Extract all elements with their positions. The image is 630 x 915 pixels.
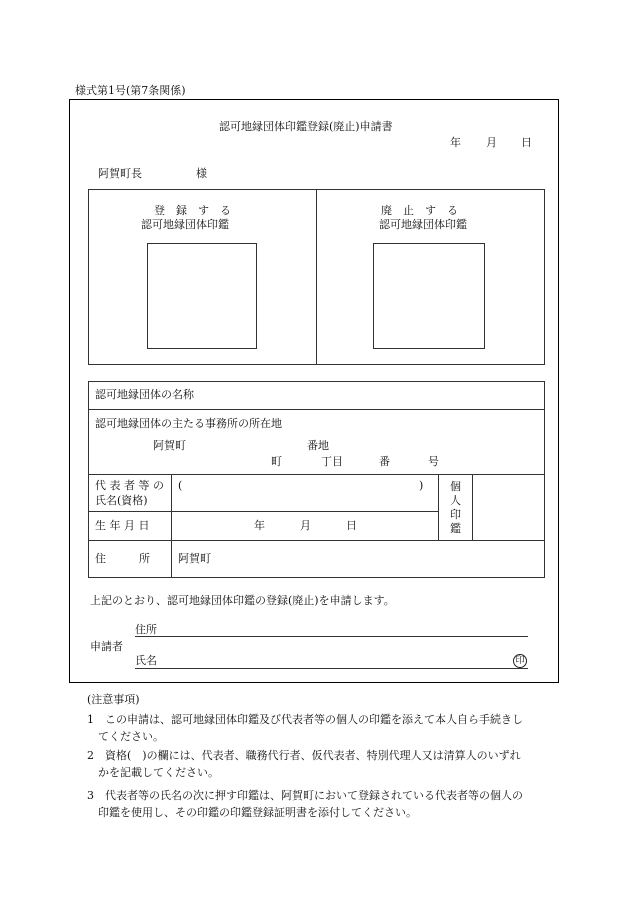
- personal-seal-char-1: 個: [450, 480, 461, 493]
- personal-seal-char-2: 人: [450, 494, 461, 507]
- qualification-paren-open: (: [178, 479, 183, 492]
- form-number: 様式第1号(第7条関係): [75, 84, 186, 97]
- declaration: 上記のとおり、認可地縁団体印鑑の登録(廃止)を申請します。: [90, 594, 395, 607]
- applicant-address-line[interactable]: [135, 636, 528, 637]
- date-month: 月: [486, 136, 497, 149]
- office-label: 認可地縁団体の主たる事務所の所在地: [95, 417, 282, 430]
- applicant-name-line[interactable]: [135, 668, 528, 669]
- note-1-line-1: 1 この申請は、認可地縁団体印鑑及び代表者等の個人の印鑑を添えて本人自ら手続きし: [87, 713, 523, 726]
- note-1-line-2: てください。: [98, 730, 164, 743]
- note-2-line-1: 2 資格( )の欄には、代表者、職務代行者、仮代表者、特別代理人又は清算人のいずれ: [87, 749, 521, 762]
- note-3-line-1: 3 代表者等の氏名の次に押す印鑑は、阿賀町において登録されている代表者等の個人の: [87, 789, 523, 802]
- address-value: 阿賀町: [178, 552, 211, 565]
- date-year: 年: [450, 136, 461, 149]
- office-go: 号: [428, 455, 439, 468]
- birth-year: 年: [254, 519, 265, 532]
- representative-label-2: 氏名(資格): [95, 494, 148, 507]
- representative-label-1: 代 表 者 等 の: [95, 479, 164, 492]
- note-3-line-2: 印鑑を使用し、その印鑑の印鑑登録証明書を添付してください。: [98, 806, 417, 819]
- personal-seal-area[interactable]: [473, 475, 544, 539]
- register-seal-area[interactable]: [147, 243, 257, 349]
- addressee-suffix: 様: [196, 167, 207, 180]
- seal-mark-icon: 印: [513, 654, 527, 668]
- date-day: 日: [521, 136, 532, 149]
- abolish-subheading: 認可地縁団体印鑑: [379, 218, 467, 231]
- register-heading: 登 録 す る: [154, 204, 231, 217]
- birth-month: 月: [300, 519, 311, 532]
- birth-day: 日: [346, 519, 357, 532]
- form-title: 認可地縁団体印鑑登録(廃止)申請書: [219, 120, 393, 133]
- office-ban: 番: [379, 455, 390, 468]
- birth-label: 生 年 月 日: [95, 519, 150, 532]
- personal-seal-char-4: 鑑: [450, 522, 461, 535]
- addressee-name: 阿賀町長: [98, 167, 142, 180]
- applicant-address-label: 住所: [135, 623, 157, 636]
- qualification-paren-close: ): [419, 479, 424, 492]
- office-banchi: 番地: [307, 439, 329, 452]
- address-label: 住 所: [95, 552, 150, 565]
- applicant-name-label: 氏名: [135, 654, 157, 667]
- office-chome: 丁目: [321, 455, 343, 468]
- abolish-heading: 廃 止 す る: [381, 204, 458, 217]
- note-2-line-2: かを記載してください。: [98, 766, 219, 779]
- office-town: 阿賀町: [153, 439, 186, 452]
- abolish-seal-area[interactable]: [373, 243, 485, 349]
- office-machi: 町: [271, 455, 282, 468]
- org-name-label: 認可地縁団体の名称: [95, 388, 194, 401]
- register-subheading: 認可地縁団体印鑑: [141, 218, 229, 231]
- notes-heading: (注意事項): [87, 693, 140, 706]
- applicant-label: 申請者: [90, 640, 123, 653]
- personal-seal-char-3: 印: [450, 508, 461, 521]
